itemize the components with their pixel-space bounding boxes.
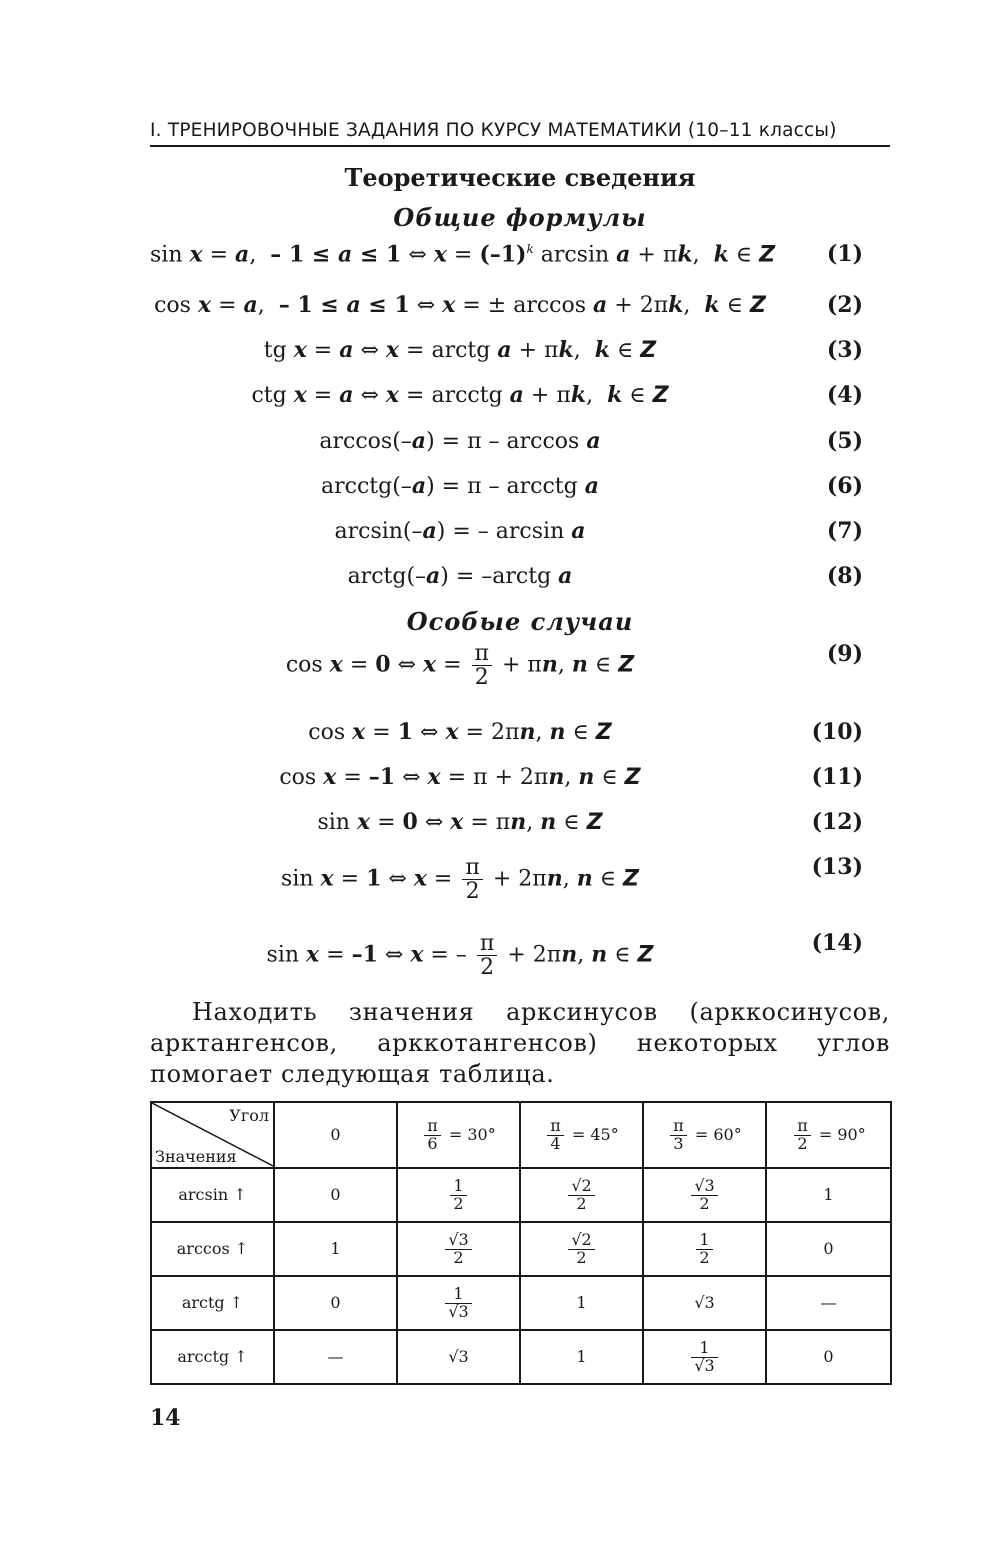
table-row (151, 1168, 891, 1222)
table-cell: 0 (766, 1222, 891, 1276)
angle-header: $\frac{\pi}{6}$ = 30° (397, 1102, 520, 1168)
table-cell: √3 (397, 1330, 520, 1384)
table-row (151, 1276, 891, 1330)
table-cell: √3 (643, 1276, 766, 1330)
table-cell: $\frac{1}{2}$ (643, 1222, 766, 1276)
table-cell: 1 (520, 1276, 643, 1330)
table-cell: $\frac{√3}{2}$ (397, 1222, 520, 1276)
formula-7-number: (7) (826, 518, 863, 544)
section-heading-general: Общие формулы (393, 203, 647, 232)
angle-value: 0 (330, 1125, 341, 1145)
formula-14: sin x = –1 ⇔ x = – $\frac{\pi}{2}$ + 2πn, n ∈ Z (266, 931, 654, 981)
page-title: Теоретические сведения (344, 163, 696, 192)
row-label: arccos ↑ (151, 1222, 274, 1276)
angle-header: $\frac{\pi}{2}$ = 90° (766, 1102, 891, 1168)
angle-header: $\frac{\pi}{4}$ = 45° (520, 1102, 643, 1168)
formula-1: sin x = a, – 1 ≤ a ≤ 1 ⇔ $x = (-1)^k$ arcsin a + πk, k ∈ Z (150, 241, 776, 268)
formula-2: cos x = a, – 1 ≤ a ≤ 1 ⇔ x = ± arccos a + 2πk, k ∈ Z (154, 292, 766, 318)
formula-13-number: (13) (811, 854, 863, 880)
table-cell: $\frac{√2}{2}$ (520, 1222, 643, 1276)
formula-10-number: (10) (811, 719, 863, 745)
formula-5: arccos(–a) = π – arccos a (319, 428, 601, 454)
row-label: arctg ↑ (151, 1276, 274, 1330)
table-cell: $\frac{1}{√3}$ (643, 1330, 766, 1384)
intro-paragraph: Находить значения арксинусов (арккосинусов, арктангенсов, арккотангенсов) некоторых углов помогает следующая таблица. (150, 998, 890, 1088)
table-cell: $\frac{√3}{2}$ (643, 1168, 766, 1222)
formula-12-number: (12) (811, 809, 863, 835)
angle-degrees: = 90° (818, 1124, 866, 1144)
formula-5-number: (5) (826, 428, 863, 454)
table-row (151, 1330, 891, 1384)
formula-8: arctg(–a) = –arctg a (347, 563, 573, 589)
table-cell: $\frac{1}{2}$ (397, 1168, 520, 1222)
formula-12: sin x = 0 ⇔ x = πn, n ∈ Z (317, 809, 603, 835)
table-cell: $\frac{1}{√3}$ (397, 1276, 520, 1330)
table-cell: 0 (766, 1330, 891, 1384)
table-cell: — (274, 1330, 397, 1384)
formula-2-number: (2) (826, 292, 863, 318)
formula-9-number: (9) (826, 641, 863, 667)
table-header-row (151, 1102, 891, 1168)
formula-3-number: (3) (826, 337, 863, 363)
section-heading-special: Особые случаи (406, 607, 634, 636)
formula-8-number: (8) (826, 563, 863, 589)
formula-4: ctg x = a ⇔ x = arcctg a + πk, k ∈ Z (251, 382, 669, 408)
formula-6-number: (6) (826, 473, 863, 499)
row-label: arcctg ↑ (151, 1330, 274, 1384)
table-cell: 1 (274, 1222, 397, 1276)
row-label: arcsin ↑ (151, 1168, 274, 1222)
inverse-trig-table (150, 1101, 892, 1385)
table-corner-cell (151, 1102, 274, 1168)
formula-11: cos x = –1 ⇔ x = π + 2πn, n ∈ Z (279, 764, 641, 790)
table-cell: — (766, 1276, 891, 1330)
formula-11-number: (11) (811, 764, 863, 790)
table-cell: 1 (766, 1168, 891, 1222)
angle-degrees: = 30° (448, 1124, 496, 1144)
formula-9: cos x = 0 ⇔ x = $\frac{\pi}{2}$ + πn, n ∈ Z (285, 641, 635, 691)
formula-10: cos x = 1 ⇔ x = 2πn, n ∈ Z (308, 719, 612, 745)
running-head: I. ТРЕНИРОВОЧНЫЕ ЗАДАНИЯ ПО КУРСУ МАТЕМАТИКИ (10–11 классы) (150, 120, 890, 147)
formula-1-number: (1) (826, 241, 863, 267)
formula-14-number: (14) (811, 930, 863, 956)
table-cell: 1 (520, 1330, 643, 1384)
table-cell: $\frac{√2}{2}$ (520, 1168, 643, 1222)
page-number: 14 (150, 1405, 181, 1431)
formula-7: arcsin(–a) = – arcsin a (334, 518, 586, 544)
corner-label-values: Значения (155, 1147, 237, 1167)
table-row (151, 1222, 891, 1276)
table-cell: 0 (274, 1276, 397, 1330)
formula-6: arcctg(–a) = π – arcctg a (321, 473, 599, 499)
formula-13: sin x = 1 ⇔ x = $\frac{\pi}{2}$ + 2πn, n ∈ Z (281, 855, 639, 905)
angle-header: $\frac{\pi}{3}$ = 60° (643, 1102, 766, 1168)
formula-4-number: (4) (826, 382, 863, 408)
angle-header (274, 1102, 397, 1168)
table-cell: 0 (274, 1168, 397, 1222)
formula-3: tg x = a ⇔ x = arctg a + πk, k ∈ Z (263, 337, 657, 363)
corner-label-angle: Угол (229, 1106, 269, 1125)
angle-degrees: = 45° (571, 1124, 619, 1144)
angle-degrees: = 60° (694, 1124, 742, 1144)
